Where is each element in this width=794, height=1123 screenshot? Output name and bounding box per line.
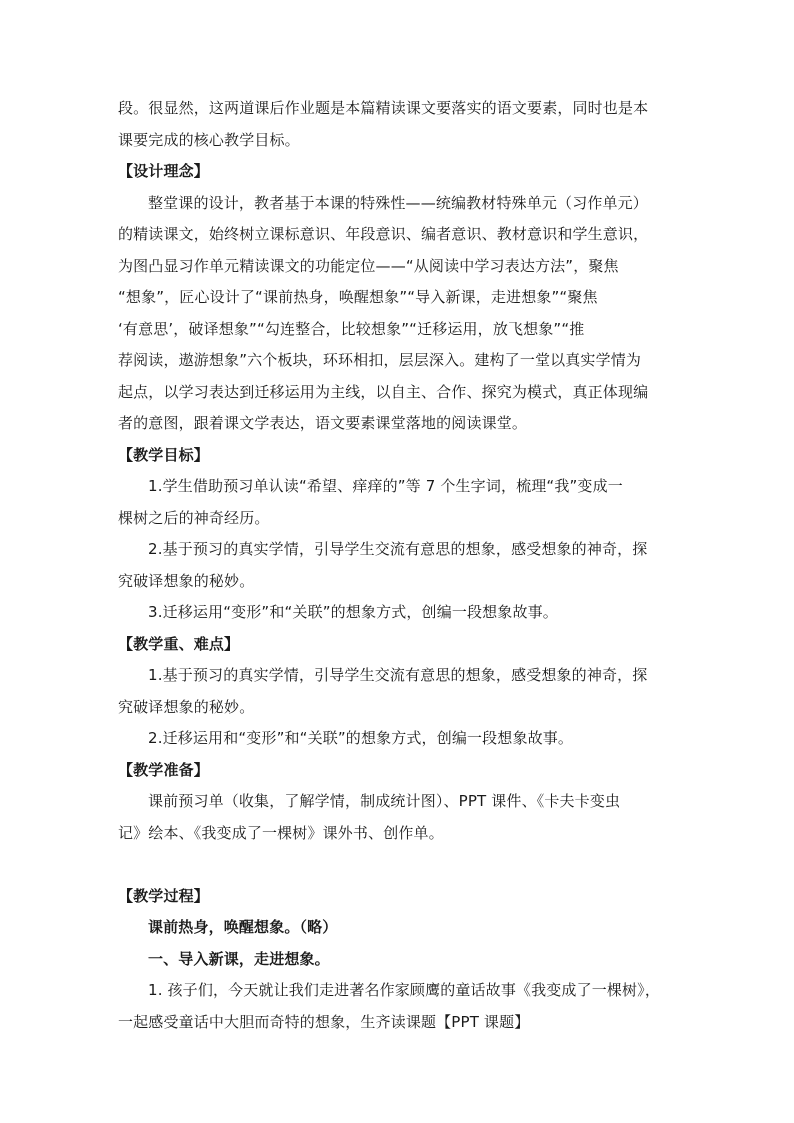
intro-line-2: 课要完成的核心教学目标。 bbox=[118, 130, 300, 149]
blank-line bbox=[118, 849, 678, 881]
goal-line-1: 1.学生借助预习单认读“希望、痒痒的”等 7 个生字词，梳理“我”变成一 bbox=[148, 477, 623, 495]
key-point-line-2: 究破译想象的秘妙。 bbox=[118, 697, 255, 716]
goals-heading: 【教学目标】 bbox=[118, 445, 209, 464]
design-line-7: 起点，以学习表达到迁移运用为主线，以自主、合作、探究为模式，真正体现编 bbox=[118, 382, 649, 401]
design-heading: 【设计理念】 bbox=[118, 162, 209, 180]
design-line-3: 为图凸显习作单元精读课文的功能定位——“从阅读中学习表达方法”，聚焦 bbox=[118, 256, 619, 275]
process-heading: 【教学过程】 bbox=[118, 886, 209, 905]
design-line-5: ‘有意思’，破译想象”“勾连整合，比较想象”“迁移运用，放飞想象”“推 bbox=[118, 319, 585, 338]
goal-line-2: 棵树之后的神奇经历。 bbox=[118, 508, 270, 527]
process-warmup: 课前热身，唤醒想象。（略） bbox=[148, 918, 338, 936]
process-line-1: 1. 孩子们，今天就让我们走进著名作家顾鹰的童话故事《我变成了一棵树》， bbox=[148, 981, 660, 999]
goal-line-3: 2.基于预习的真实学情，引导学生交流有意思的想象，感受想象的神奇，探 bbox=[148, 540, 648, 558]
design-line-2: 的精读课文，始终树立课标意识、年段意识、编者意识、教材意识和学生意识， bbox=[118, 225, 649, 243]
design-line-4: “想象”，匠心设计了“课前热身，唤醒想象”“导入新课，走进想象”“聚焦 bbox=[118, 288, 598, 306]
key-point-line-3: 2.迁移运用和“变形”和“关联”的想象方式，创编一段想象故事。 bbox=[148, 729, 574, 747]
design-line-1: 整堂课的设计，教者基于本课的特殊性——统编教材特殊单元（习作单元） bbox=[148, 193, 648, 212]
process-line-2: 一起感受童话中大胆而奇特的想象，生齐读课题【PPT 课题】 bbox=[118, 1012, 530, 1031]
prep-line-2: 记》绘本、《我变成了一棵树》课外书、创作单。 bbox=[118, 823, 444, 842]
design-line-6: 荐阅读，遨游想象”六个板块，环环相扣，层层深入。建构了一堂以真实学情为 bbox=[118, 351, 642, 369]
goal-line-5: 3.迁移运用“变形”和“关联”的想象方式，创编一段想象故事。 bbox=[148, 603, 558, 621]
key-points-heading: 【教学重、难点】 bbox=[118, 634, 240, 653]
prep-heading: 【教学准备】 bbox=[118, 760, 209, 779]
key-point-line-1: 1.基于预习的真实学情，引导学生交流有意思的想象，感受想象的神奇，探 bbox=[148, 666, 648, 684]
intro-line-1: 段。很显然，这两道课后作业题是本篇精读课文要落实的语文要素，同时也是本 bbox=[118, 99, 649, 117]
prep-line-1: 课前预习单（收集，了解学情，制成统计图）、PPT 课件、《卡夫卡变虫 bbox=[148, 792, 621, 810]
design-line-8: 者的意图，跟着课文学表达，语文要素课堂落地的阅读课堂。 bbox=[118, 414, 528, 432]
document-body bbox=[118, 93, 678, 1038]
process-section-1: 一、导入新课，走进想象。 bbox=[148, 949, 330, 968]
goal-line-4: 究破译想象的秘妙。 bbox=[118, 571, 255, 590]
